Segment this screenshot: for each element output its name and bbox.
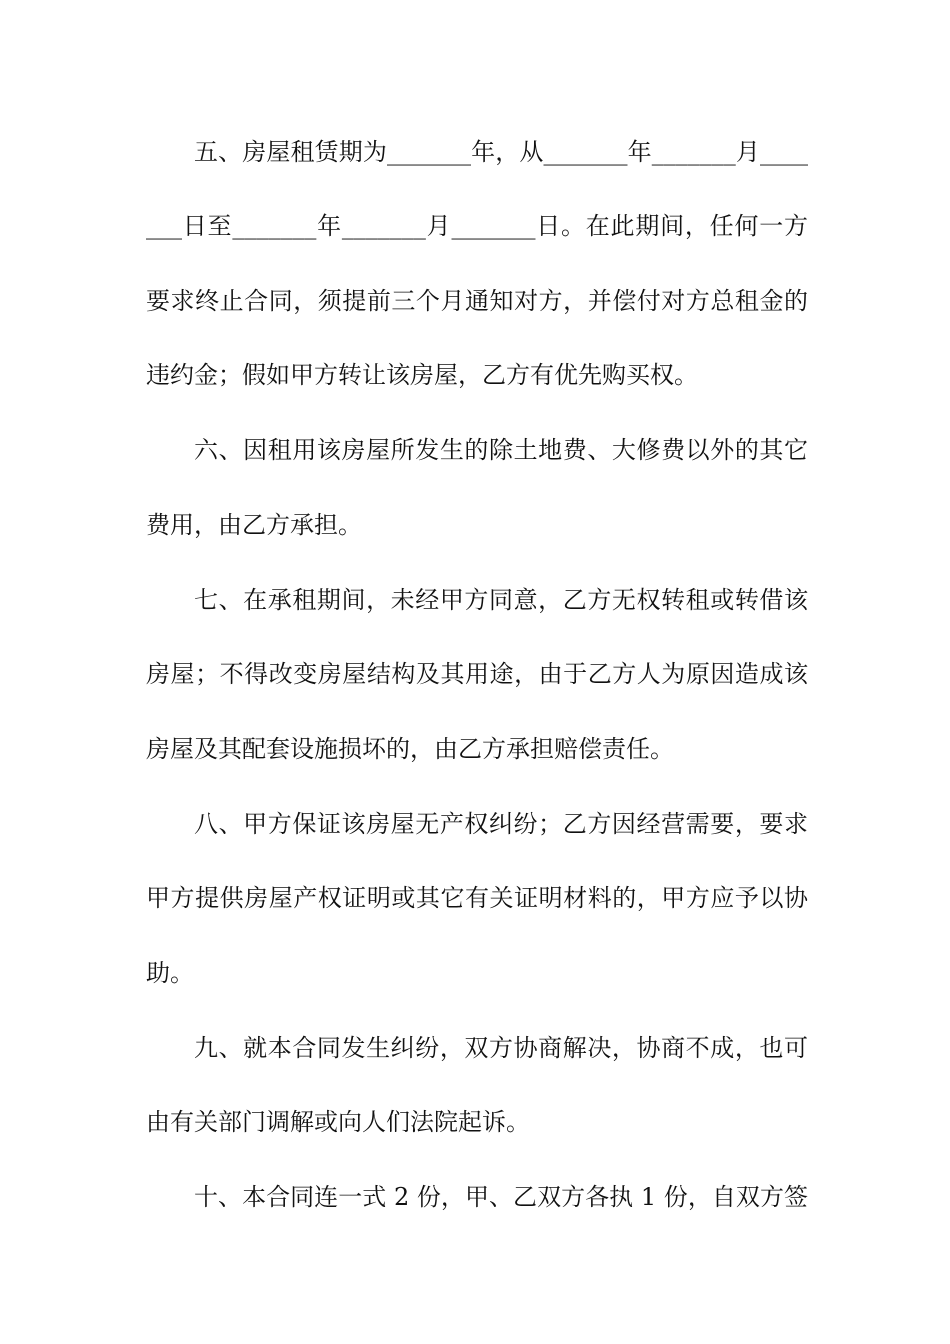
clause-6-line-2: 费用，由乙方承担。 [146,511,362,539]
clause-5-line-4: 违约金；假如甲方转让该房屋，乙方有优先购买权。 [146,361,698,389]
clause-9-line-2: 由有关部门调解或向人们法院起诉。 [146,1108,530,1136]
clause-7-line-3: 房屋及其配套设施损坏的，由乙方承担赔偿责任。 [146,735,674,763]
clause-10-line-1: 十、本合同连一式 2 份，甲、乙双方各执 1 份，自双方签 [194,1183,808,1211]
clause-5-line-1: 五、房屋租赁期为_______年，从_______年_______月____ [194,138,808,166]
clause-6-line-1: 六、因租用该房屋所发生的除土地费、大修费以外的其它 [194,436,808,464]
clause-7-line-2: 房屋；不得改变房屋结构及其用途，由于乙方人为原因造成该 [146,660,808,688]
clause-8-line-2: 甲方提供房屋产权证明或其它有关证明材料的，甲方应予以协 [146,884,808,912]
clause-8-line-3: 助。 [146,959,194,987]
clause-5-line-3: 要求终止合同，须提前三个月通知对方，并偿付对方总租金的 [146,287,808,315]
clause-5-line-2: ___日至_______年_______月_______日。在此期间，任何一方 [146,212,808,240]
clause-9-line-1: 九、就本合同发生纠纷，双方协商解决，协商不成，也可 [194,1034,808,1062]
clause-7-line-1: 七、在承租期间，未经甲方同意，乙方无权转租或转借该 [194,586,808,614]
clause-8-line-1: 八、甲方保证该房屋无产权纠纷；乙方因经营需要，要求 [194,810,808,838]
